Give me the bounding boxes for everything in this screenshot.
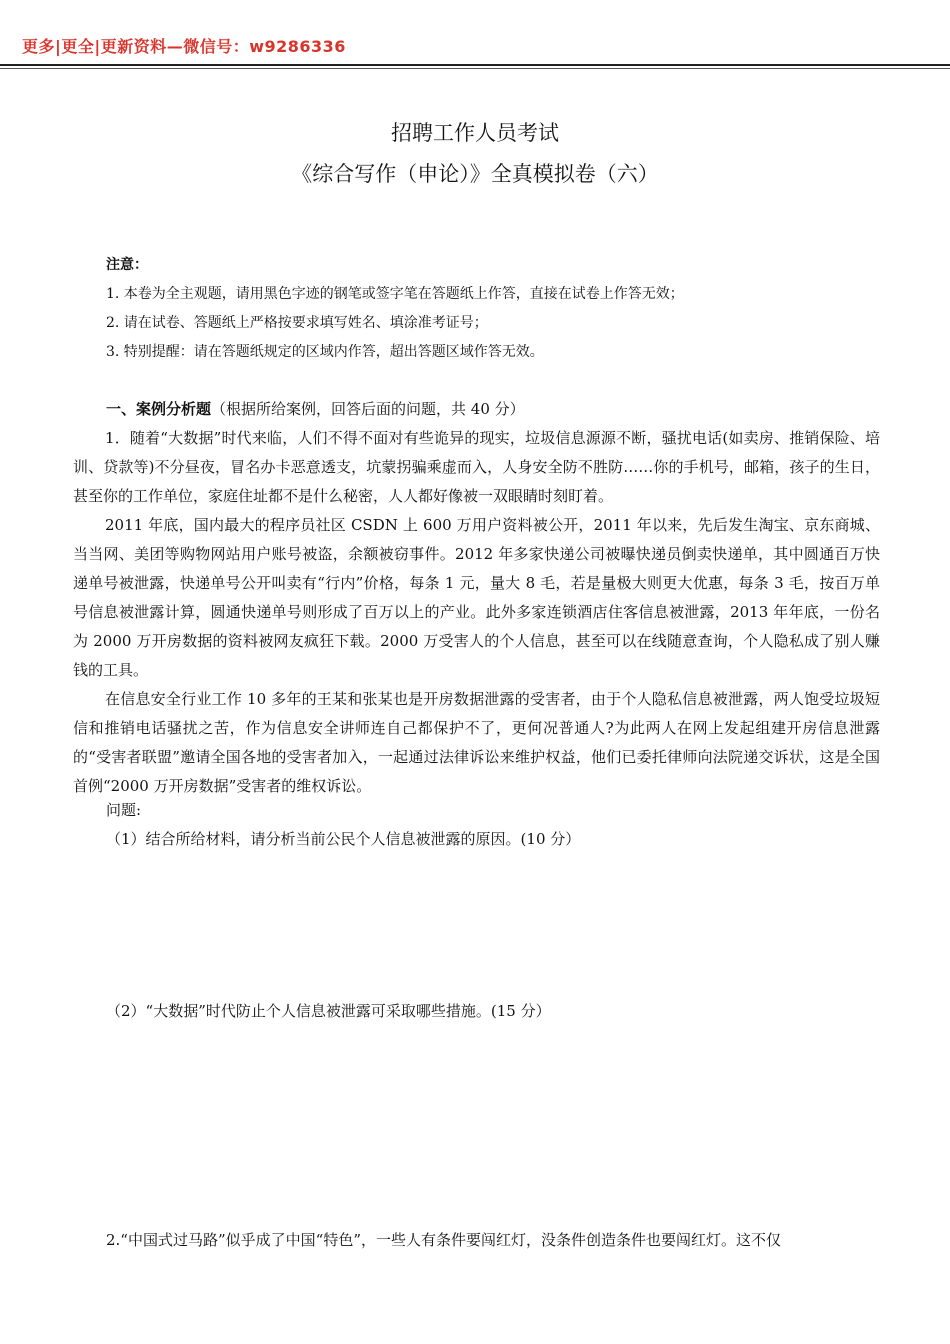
question-item: （2）“大数据”时代防止个人信息被泄露可采取哪些措施。(15 分） [106,1002,551,1020]
header-divider [0,64,950,66]
case-paragraph: 2.“中国式过马路”似乎成了中国“特色”，一些人有条件要闯红灯，没条件创造条件也要闯红灯。这不仅 [106,1231,781,1249]
case-paragraph: 在信息安全行业工作 10 多年的王某和张某也是开房数据泄露的受害者，由于个人隐私信息被泄露，两人饱受垃圾短信和推销电话骚扰之苦，作为信息安全讲师连自己都保护不了，更何况普通人?为此两人在网上发起组建开房信息泄露的“受害者联盟”邀请全国各地的受害者加入，一起通过法律诉讼来维护权益，他们已委托律师向法院递交诉状，这是全国首例“2000 万开房数据”受害者的维权诉讼。 [73,690,880,795]
notice-item: 1. 本卷为全主观题，请用黑色字迹的钢笔或签字笔在答题纸上作答，直接在试卷上作答无效； [106,286,684,302]
watermark-contact: 更多|更全|更新资料—微信号：w9286336 [22,37,346,56]
section-instruction: （根据所给案例，回答后面的问题，共 40 分） [211,400,525,418]
section-heading [106,398,525,419]
section-title: 一、案例分析题 [106,400,212,418]
notice-item: 2. 请在试卷、答题纸上严格按要求填写姓名、填涂准考证号； [106,315,488,331]
question-item: （1）结合所给材料，请分析当前公民个人信息被泄露的原因。(10 分） [106,830,581,848]
notice-heading: 注意： [106,257,148,273]
exam-title: 招聘工作人员考试 [391,121,559,145]
header-divider-thin [0,68,950,69]
paper-title: 《综合写作（申论）》全真模拟卷（六） [291,162,659,186]
question-label: 问题: [106,801,142,819]
case-paragraph: 2011 年底，国内最大的程序员社区 CSDN 上 600 万用户资料被公开，2011 年以来，先后发生淘宝、京东商城、当当网、美团等购物网站用户账号被盗，余额被窃事件。2012 年多家快递公司被曝快递员倒卖快递单，其中圆通百万快递单号被泄露，快递单号公开叫卖有“行内”价格，每条 1 元，量大 8 毛，若是量极大则更大优惠，每条 3 毛，按百万单号信息被泄露计算，圆通快递单号则形成了百万以上的产业。此外多家连锁酒店住客信息被泄露，2013 年年底，一份名为 2000 万开房数据的资料被网友疯狂下载。2000 万受害人的个人信息，甚至可以在线随意查询，个人隐私成了别人赚钱的工具。 [73,516,880,679]
notice-item: 3. 特别提醒：请在答题纸规定的区域内作答，超出答题区域作答无效。 [106,344,544,360]
case-paragraph: 1．随着“大数据”时代来临，人们不得不面对有些诡异的现实，垃圾信息源源不断，骚扰电话(如卖房、推销保险、培训、贷款等)不分昼夜，冒名办卡恶意透支，坑蒙拐骗乘虚而入，人身安全防不胜防……你的手机号，邮箱，孩子的生日，甚至你的工作单位，家庭住址都不是什么秘密，人人都好像被一双眼睛时刻盯着。 [73,429,880,505]
